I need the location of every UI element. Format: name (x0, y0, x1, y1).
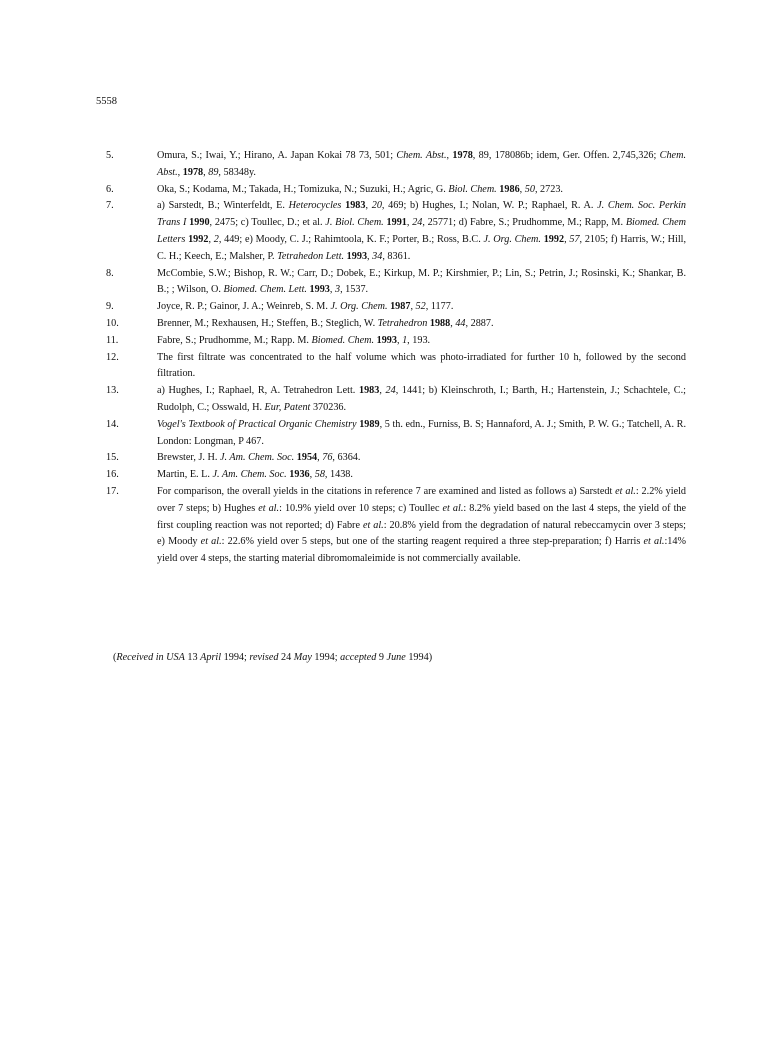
text-segment: The first filtrate was concentrated to the half volume which was photo-irradiated for further 10 h, followed by the second filtration. (157, 351, 686, 380)
reference-number: 12. (106, 351, 119, 363)
text-segment: Omura, S.; Iwai, Y.; Hirano, A. Japan Kokai 78 73, 501; (157, 150, 397, 161)
italic-text: 52 (415, 301, 426, 313)
reference-text (157, 299, 686, 316)
reference-item (106, 467, 686, 484)
citation-year: 1983 (345, 200, 366, 212)
italic-text: et al. (643, 536, 665, 548)
italic-text: April (200, 652, 222, 663)
italic-text: Biomed. Chem. Lett. (223, 284, 307, 296)
text-segment: , 193. (407, 334, 431, 346)
italic-text: 1 (402, 334, 408, 346)
reference-item (106, 450, 686, 467)
text-segment: : 2.2% yield over 7 steps; b) Hughes (157, 485, 687, 514)
text-segment: : 10.9% yield over 10 steps; c) Toullec (279, 502, 443, 514)
text-segment: 1994) (405, 652, 433, 663)
reference-number: 17. (106, 485, 119, 497)
text-segment: :14% yield over 4 steps, the starting material dibromomaleimide is not commercially available. (157, 536, 686, 565)
italic-text: 2 (213, 233, 219, 245)
italic-text: J. Am. Chem. Soc. (219, 452, 295, 464)
citation-year: 1978 (452, 150, 473, 161)
italic-text: 50 (524, 183, 535, 195)
reference-text (157, 383, 686, 417)
reference-number: 15. (106, 452, 119, 464)
reference-text (157, 316, 686, 333)
text-segment: , 1537. (340, 284, 369, 296)
reference-number: 10. (106, 317, 119, 329)
text-segment: , 1177. (425, 301, 454, 313)
citation-year: 1936 (289, 469, 310, 481)
reference-item (106, 198, 686, 265)
reference-item (106, 484, 686, 568)
text-segment: 1994; (311, 652, 341, 663)
italic-text: Biomed. Chem. (311, 334, 375, 346)
text-segment: : 8.2% yield based on the last 4 steps, the yield of the first coupling reaction was not reported; d) Fabre (157, 502, 687, 531)
reference-text (157, 333, 686, 350)
text-segment: , (446, 150, 453, 161)
text-segment: , 1441; b) Kleinschroth, I.; Barth, H.; Hartenstein, J.; Schachtele, C.; Rudolph, C.; Osswald, H. (157, 385, 686, 413)
text-segment: , (317, 452, 323, 464)
reference-text (157, 417, 686, 451)
text-segment: , (365, 200, 372, 212)
text-segment: , 449; e) Moody, C. J.; Rahimtoola, K. F.; Porter, B.; Ross, B.C. (218, 233, 484, 245)
italic-text: 44 (455, 317, 466, 329)
citation-year: 1991 (386, 217, 407, 229)
text-segment: Martin, E. L. (157, 469, 213, 481)
reference-text (157, 148, 686, 182)
page-number: 5558 (96, 96, 117, 107)
text-segment: , 89, 178086b; idem, Ger. Offen. 2,745,326; (472, 150, 660, 161)
italic-text: Eur, Patent (264, 401, 311, 413)
reference-number: 9. (106, 301, 114, 313)
text-segment: Fabre, S.; Prudhomme, M.; Rapp. M. (157, 334, 312, 346)
italic-text: 58 (314, 469, 325, 481)
italic-text: Tetrahedron (377, 317, 428, 329)
text-segment: For comparison, the overall yields in the citations in reference 7 are examined and listed as follows a) Sarstedt (157, 485, 616, 497)
italic-text: 57 (569, 233, 580, 245)
text-segment: , 2723. (534, 183, 563, 195)
text-segment: Joyce, R. P.; Gainor, J. A.; Weinreb, S. M. (157, 301, 331, 313)
italic-text: Biomed. Chem Letters (157, 217, 687, 245)
text-segment: , 2887. (465, 317, 494, 329)
text-segment: , 6364. (332, 452, 361, 464)
text-segment: , 58348y. (218, 166, 256, 178)
citation-year: 1988 (429, 317, 451, 329)
text-segment: a) Sarstedt, B.; Winterfeldt, E. (157, 200, 289, 212)
text-segment: , (406, 217, 413, 229)
reference-item (106, 266, 686, 300)
italic-text: Vogel's Textbook of Practical Organic Chemistry (157, 418, 357, 430)
italic-text: J. Chem. Soc. Perkin Trans I (157, 200, 687, 229)
italic-text: et al. (258, 502, 280, 514)
text-segment: , (519, 183, 525, 195)
reference-number: 8. (106, 267, 114, 279)
text-segment: , (564, 233, 570, 245)
reference-number: 5. (106, 150, 114, 161)
italic-text: 34 (372, 250, 383, 262)
text-segment: , (379, 385, 386, 397)
reference-text (157, 198, 686, 265)
reference-item (106, 299, 686, 316)
text-segment: , 1438. (324, 469, 353, 481)
italic-text: J. Am. Chem. Soc. (212, 469, 287, 481)
reference-text (157, 350, 686, 384)
text-segment: , (396, 334, 403, 346)
reference-text (157, 266, 686, 300)
text-segment: 370236. (310, 401, 347, 413)
citation-year: 1983 (358, 385, 380, 397)
text-segment: 1994; (221, 652, 250, 663)
citation-year: 1993 (346, 250, 368, 262)
text-segment: , 25771; d) Fabre, S.; Prudhomme, M.; Rapp, M. (422, 217, 626, 229)
reference-item (106, 182, 686, 199)
text-segment: 9 (376, 652, 387, 663)
citation-year: 1954 (296, 452, 318, 464)
citation-year: 1978 (182, 166, 204, 178)
text-segment: , (410, 301, 416, 313)
reference-number: 14. (106, 418, 119, 430)
text-segment: 24 (278, 652, 294, 663)
reference-number: 16. (106, 469, 119, 481)
italic-text: 20 (371, 200, 382, 212)
text-segment: , (450, 317, 456, 329)
italic-text: Chem. Abst. (157, 150, 686, 178)
reference-item (106, 316, 686, 333)
text-segment: , 469; b) Hughes, I.; Nolan, W. P.; Raphael, R. A. (381, 200, 598, 212)
italic-text: June (386, 652, 406, 663)
text-segment: 13 (184, 652, 201, 663)
text-segment: , 5 th. edn., Furniss, B. S; Hannaford, A. J.; Smith, P. W. G.; Tatchell, A. R. London: Longman, P 467. (157, 418, 686, 447)
italic-text: et al. (362, 519, 384, 531)
italic-text: 89 (208, 166, 219, 178)
text-segment: , 8361. (382, 250, 411, 262)
text-segment: ( (113, 652, 117, 663)
italic-text: 24 (412, 217, 423, 229)
reference-item (106, 383, 686, 417)
italic-text: J. Biol. Chem. (325, 217, 384, 229)
text-segment: McCombie, S.W.; Bishop, R. W.; Carr, D.; Dobek, E.; Kirkup, M. P.; Kirshmier, P.; Lin, S.; Petrin, J.; Rosinski, K.; Shankar, B. B.; ; Wilson, O. (157, 267, 686, 296)
citation-year: 1993 (309, 284, 330, 296)
citation-year: 1990 (189, 217, 210, 229)
text-segment: , (309, 469, 315, 481)
reference-number: 7. (106, 200, 114, 212)
text-segment: , (367, 250, 373, 262)
italic-text: J. Org. Chem. (330, 301, 388, 313)
italic-text: Heterocycles (288, 200, 342, 212)
italic-text: Chem. Abst. (396, 150, 447, 161)
italic-text: 24 (385, 385, 396, 397)
reference-number: 11. (106, 334, 119, 346)
text-segment: , (329, 284, 335, 296)
italic-text: May (293, 652, 312, 663)
italic-text: et al. (615, 485, 636, 497)
text-segment: , 2105; f) Harris, W.; Hill, C. H.; Keech, E.; Malsher, P. (157, 233, 687, 262)
italic-text: J. Org. Chem. (483, 233, 541, 245)
italic-text: et al. (200, 536, 222, 548)
reference-text (157, 467, 686, 484)
italic-text: Tetrahedon Lett. (277, 250, 345, 262)
citation-year: 1993 (376, 334, 397, 346)
text-segment: , 2475; c) Toullec, D.; et al. (209, 217, 326, 229)
reference-text (157, 484, 686, 568)
reference-list (106, 148, 686, 568)
reference-number: 13. (106, 385, 119, 397)
received-dates (113, 650, 432, 666)
italic-text: et al. (442, 502, 464, 514)
italic-text: 3 (334, 284, 341, 296)
text-segment: Oka, S.; Kodama, M.; Takada, H.; Tomizuka, N.; Suzuki, H.; Agric, G. (157, 183, 449, 195)
italic-text: 76 (322, 452, 333, 464)
italic-text: accepted (340, 652, 377, 663)
citation-year: 1987 (390, 301, 411, 313)
text-segment: , (203, 166, 209, 178)
reference-item (106, 417, 686, 451)
text-segment: , (208, 233, 214, 245)
italic-text: Biol. Chem. (448, 183, 497, 195)
text-segment: Brewster, J. H. (157, 452, 220, 464)
text-segment: : 20.8% yield from the degradation of natural rebeccamycin over 3 steps; e) Moody (157, 519, 686, 548)
text-segment: : 22.6% yield over 5 steps, but one of the starting reagent required a three step-preparation; f) Harris (221, 536, 644, 548)
italic-text: revised (249, 652, 279, 663)
text-segment: Brenner, M.; Rexhausen, H.; Steffen, B.; Steglich, W. (157, 317, 378, 329)
reference-item (106, 333, 686, 350)
citation-year: 1986 (499, 183, 520, 195)
italic-text: Received in USA (116, 652, 185, 663)
text-segment: , (177, 166, 183, 178)
text-segment: a) Hughes, I.; Raphael, R, A. Tetrahedron Lett. (157, 385, 359, 397)
reference-text (157, 450, 686, 467)
reference-number: 6. (106, 183, 114, 195)
citation-year: 1992 (188, 233, 209, 245)
citation-year: 1992 (543, 233, 565, 245)
citation-year: 1989 (359, 418, 380, 430)
reference-item (106, 148, 686, 182)
reference-item (106, 350, 686, 384)
reference-text (157, 182, 686, 199)
